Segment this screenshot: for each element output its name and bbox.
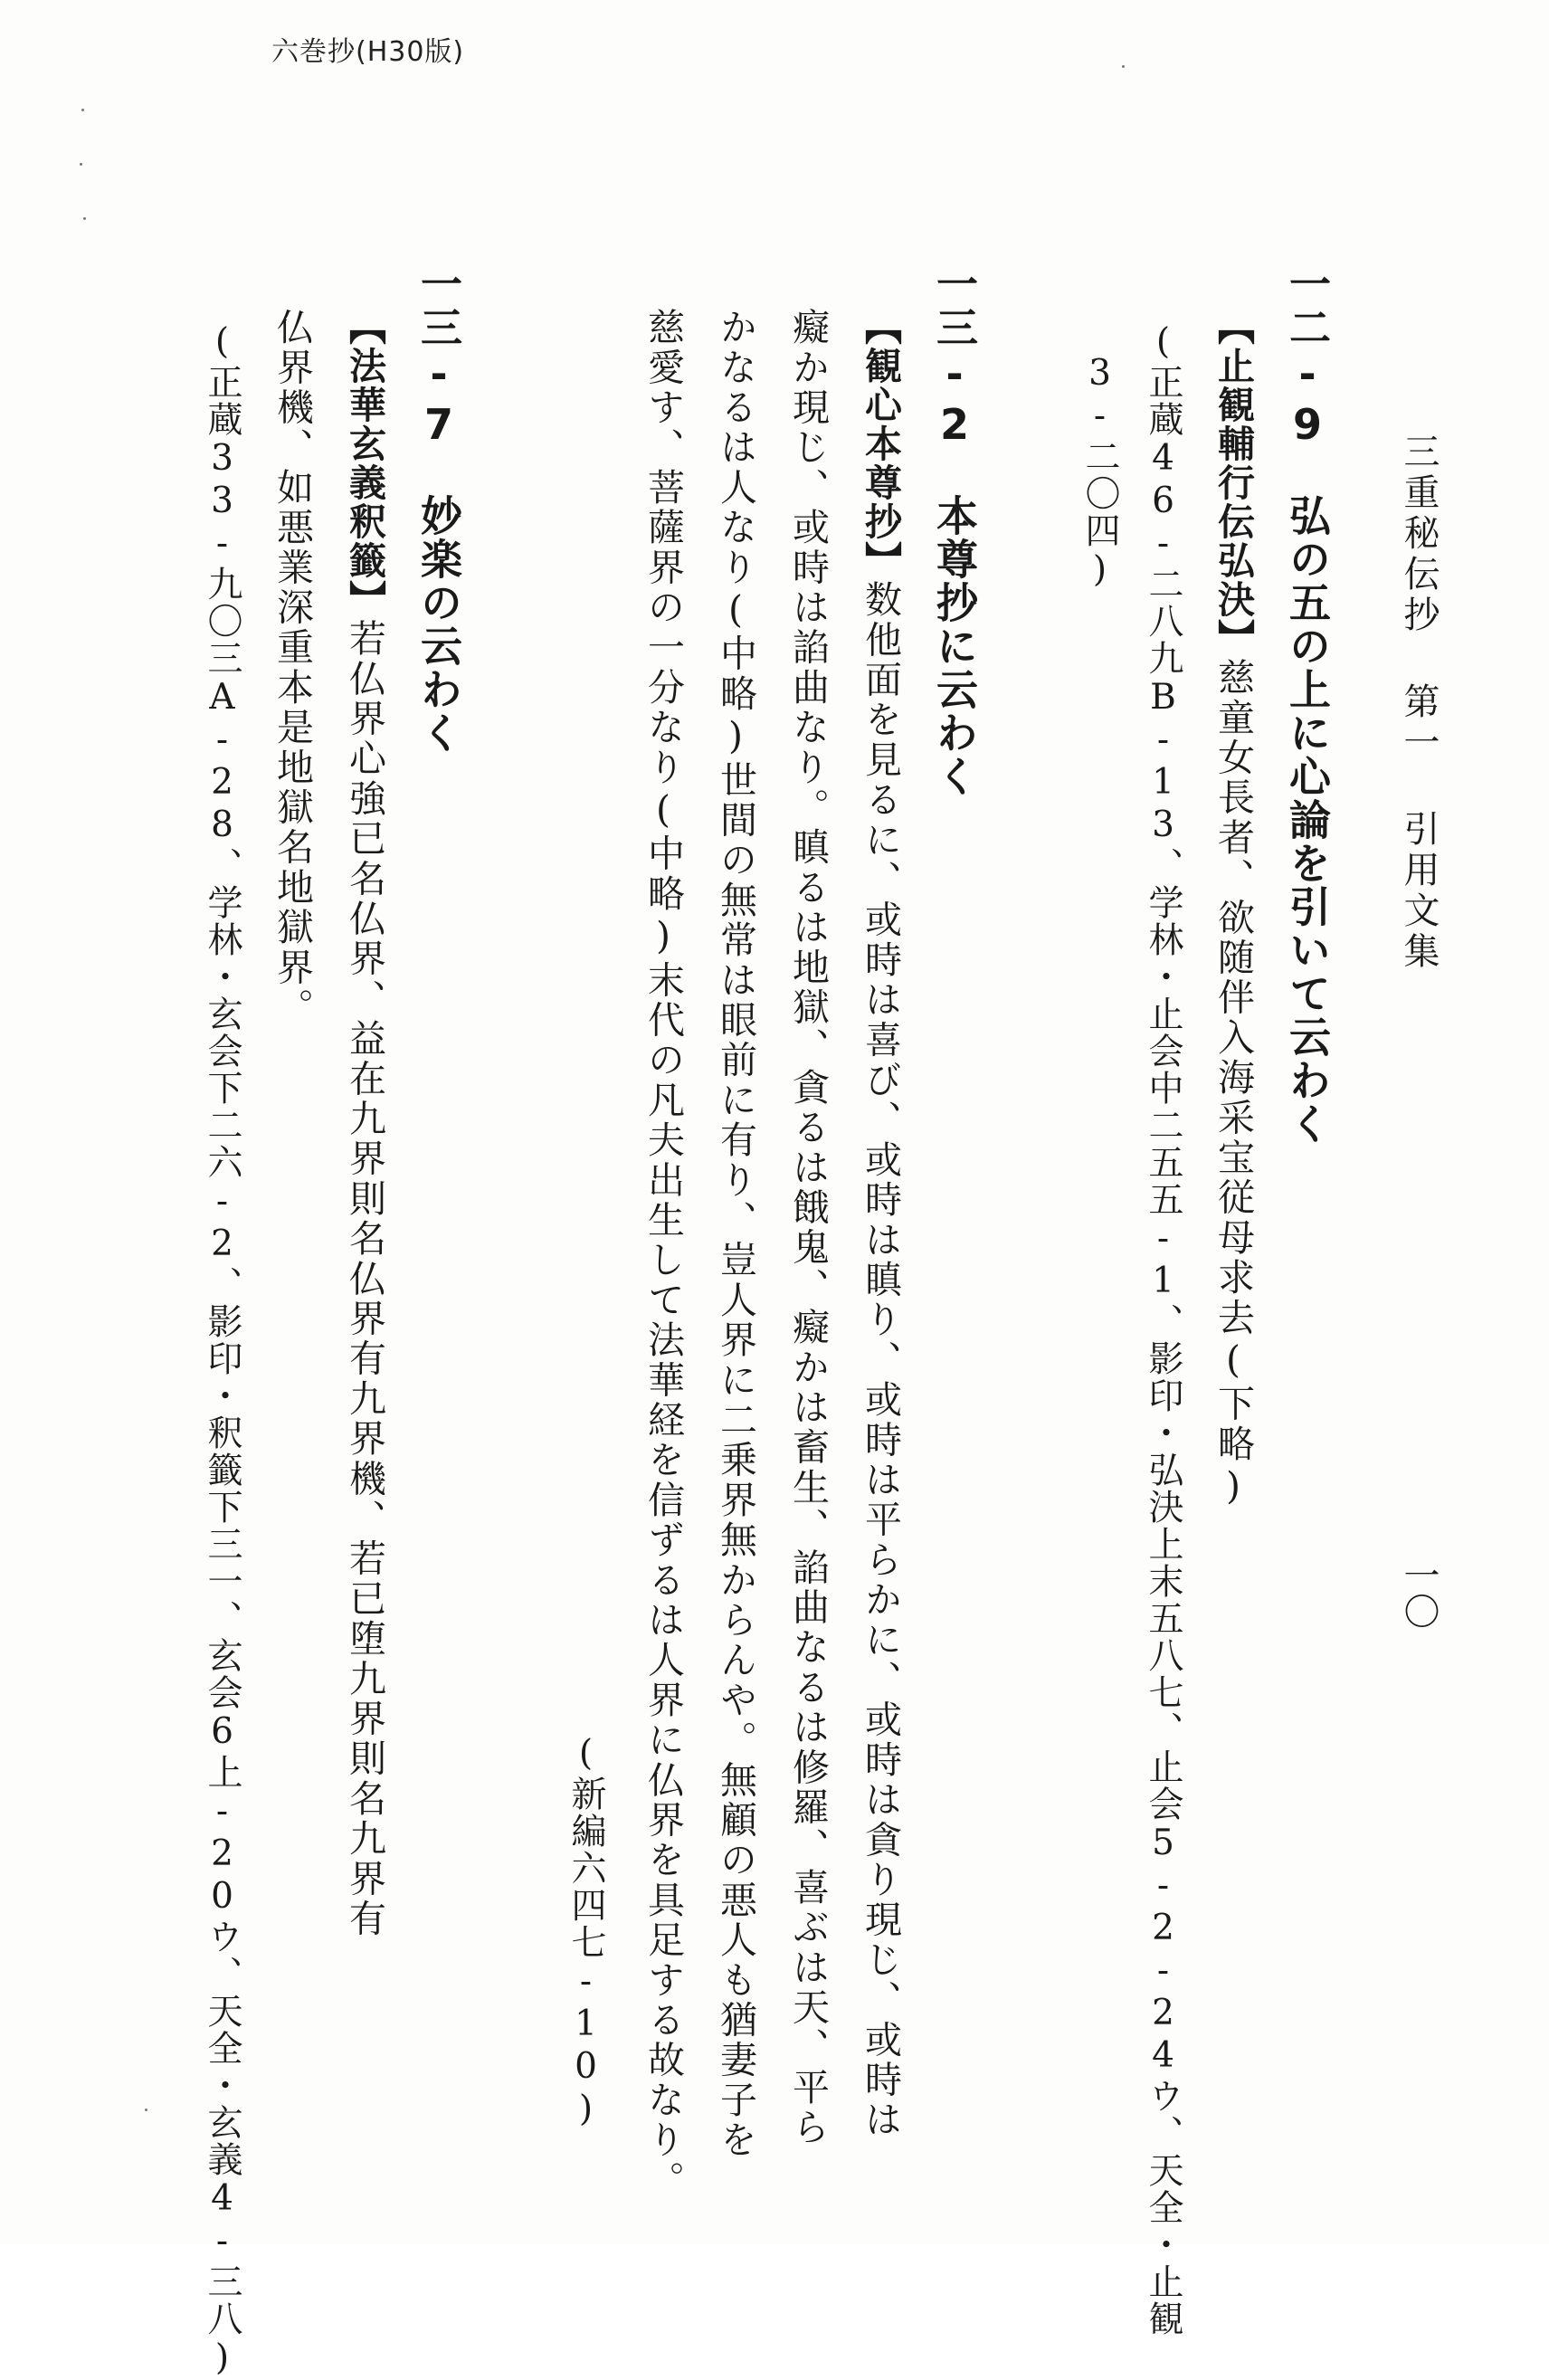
quote-line: 慈愛す、菩薩界の一分なり(中略)末代の凡夫出生して法華経を信ずるは人界に仏界を具足する故なり。 [641, 308, 685, 2201]
section-heading: 一三-2 本尊抄に云わく [930, 262, 979, 798]
quote-text: 数他面を見るに、或時は喜び、或時は瞋り、或時は平らかに、或時は貪り現じ、或時は [859, 580, 902, 2140]
scan-speck [81, 109, 84, 111]
quote-line: 癡か現じ、或時は諂曲なり。瞋るは地獄、貪るは餓鬼、癡かは畜生、諂曲なるは修羅、喜ぶは天、平ら [786, 308, 830, 2148]
citation-ref: (新編六四七-10) [565, 1733, 606, 2131]
quote-text: 慈童女長者、欲随伴入海采宝従母求去(下略) [1212, 658, 1255, 1511]
running-head: 三重秘伝抄 第一 引用文集 [1398, 433, 1440, 973]
quote-line: かなるは人なり(中略)世間の無常は眼前に有り、豈人界に二乗界無からんや。無顧の悪人も猶妻子を [714, 308, 757, 2161]
section-heading: 一二-9 弘の五の上に心論を引いて云わく [1283, 262, 1332, 1146]
source-line [343, 308, 386, 2226]
source-label: 【止観輔行伝弘決】 [1212, 308, 1255, 658]
scan-speck [80, 163, 82, 166]
scan-speck [1122, 65, 1125, 68]
scan-speck [83, 217, 86, 220]
citation-line: 3-二〇四) [1079, 353, 1120, 592]
page-number: 一〇 [1398, 1557, 1440, 1629]
edition-stamp: 六巻抄(H30版) [271, 36, 465, 68]
source-line [1212, 308, 1255, 2226]
citation-line: (正蔵33-九〇三A-28、学林・玄会下二六-2、影印・釈籤下三一、玄会6上-20ウ、天全・玄義4-三八) [202, 321, 242, 2380]
citation-line: (正蔵46-二八九B-13、学林・止会中二五五-1、影印・弘決上末五八七、止会5-2-24ウ、天全・止観 [1143, 321, 1183, 2337]
scan-speck [145, 2109, 147, 2111]
source-label: 【法華玄義釈籤】 [343, 308, 386, 619]
quote-text: 若仏界心強已名仏界、益在九界則名仏界有九界機、若已堕九界則名九界有 [343, 619, 386, 1939]
source-line [859, 308, 902, 2226]
quote-line: 仏界機、如悪業深重本是地獄名地獄界。 [271, 308, 314, 1028]
section-heading: 一三-7 妙楽の云わく [414, 262, 463, 755]
source-label: 【観心本尊抄】 [859, 308, 902, 580]
